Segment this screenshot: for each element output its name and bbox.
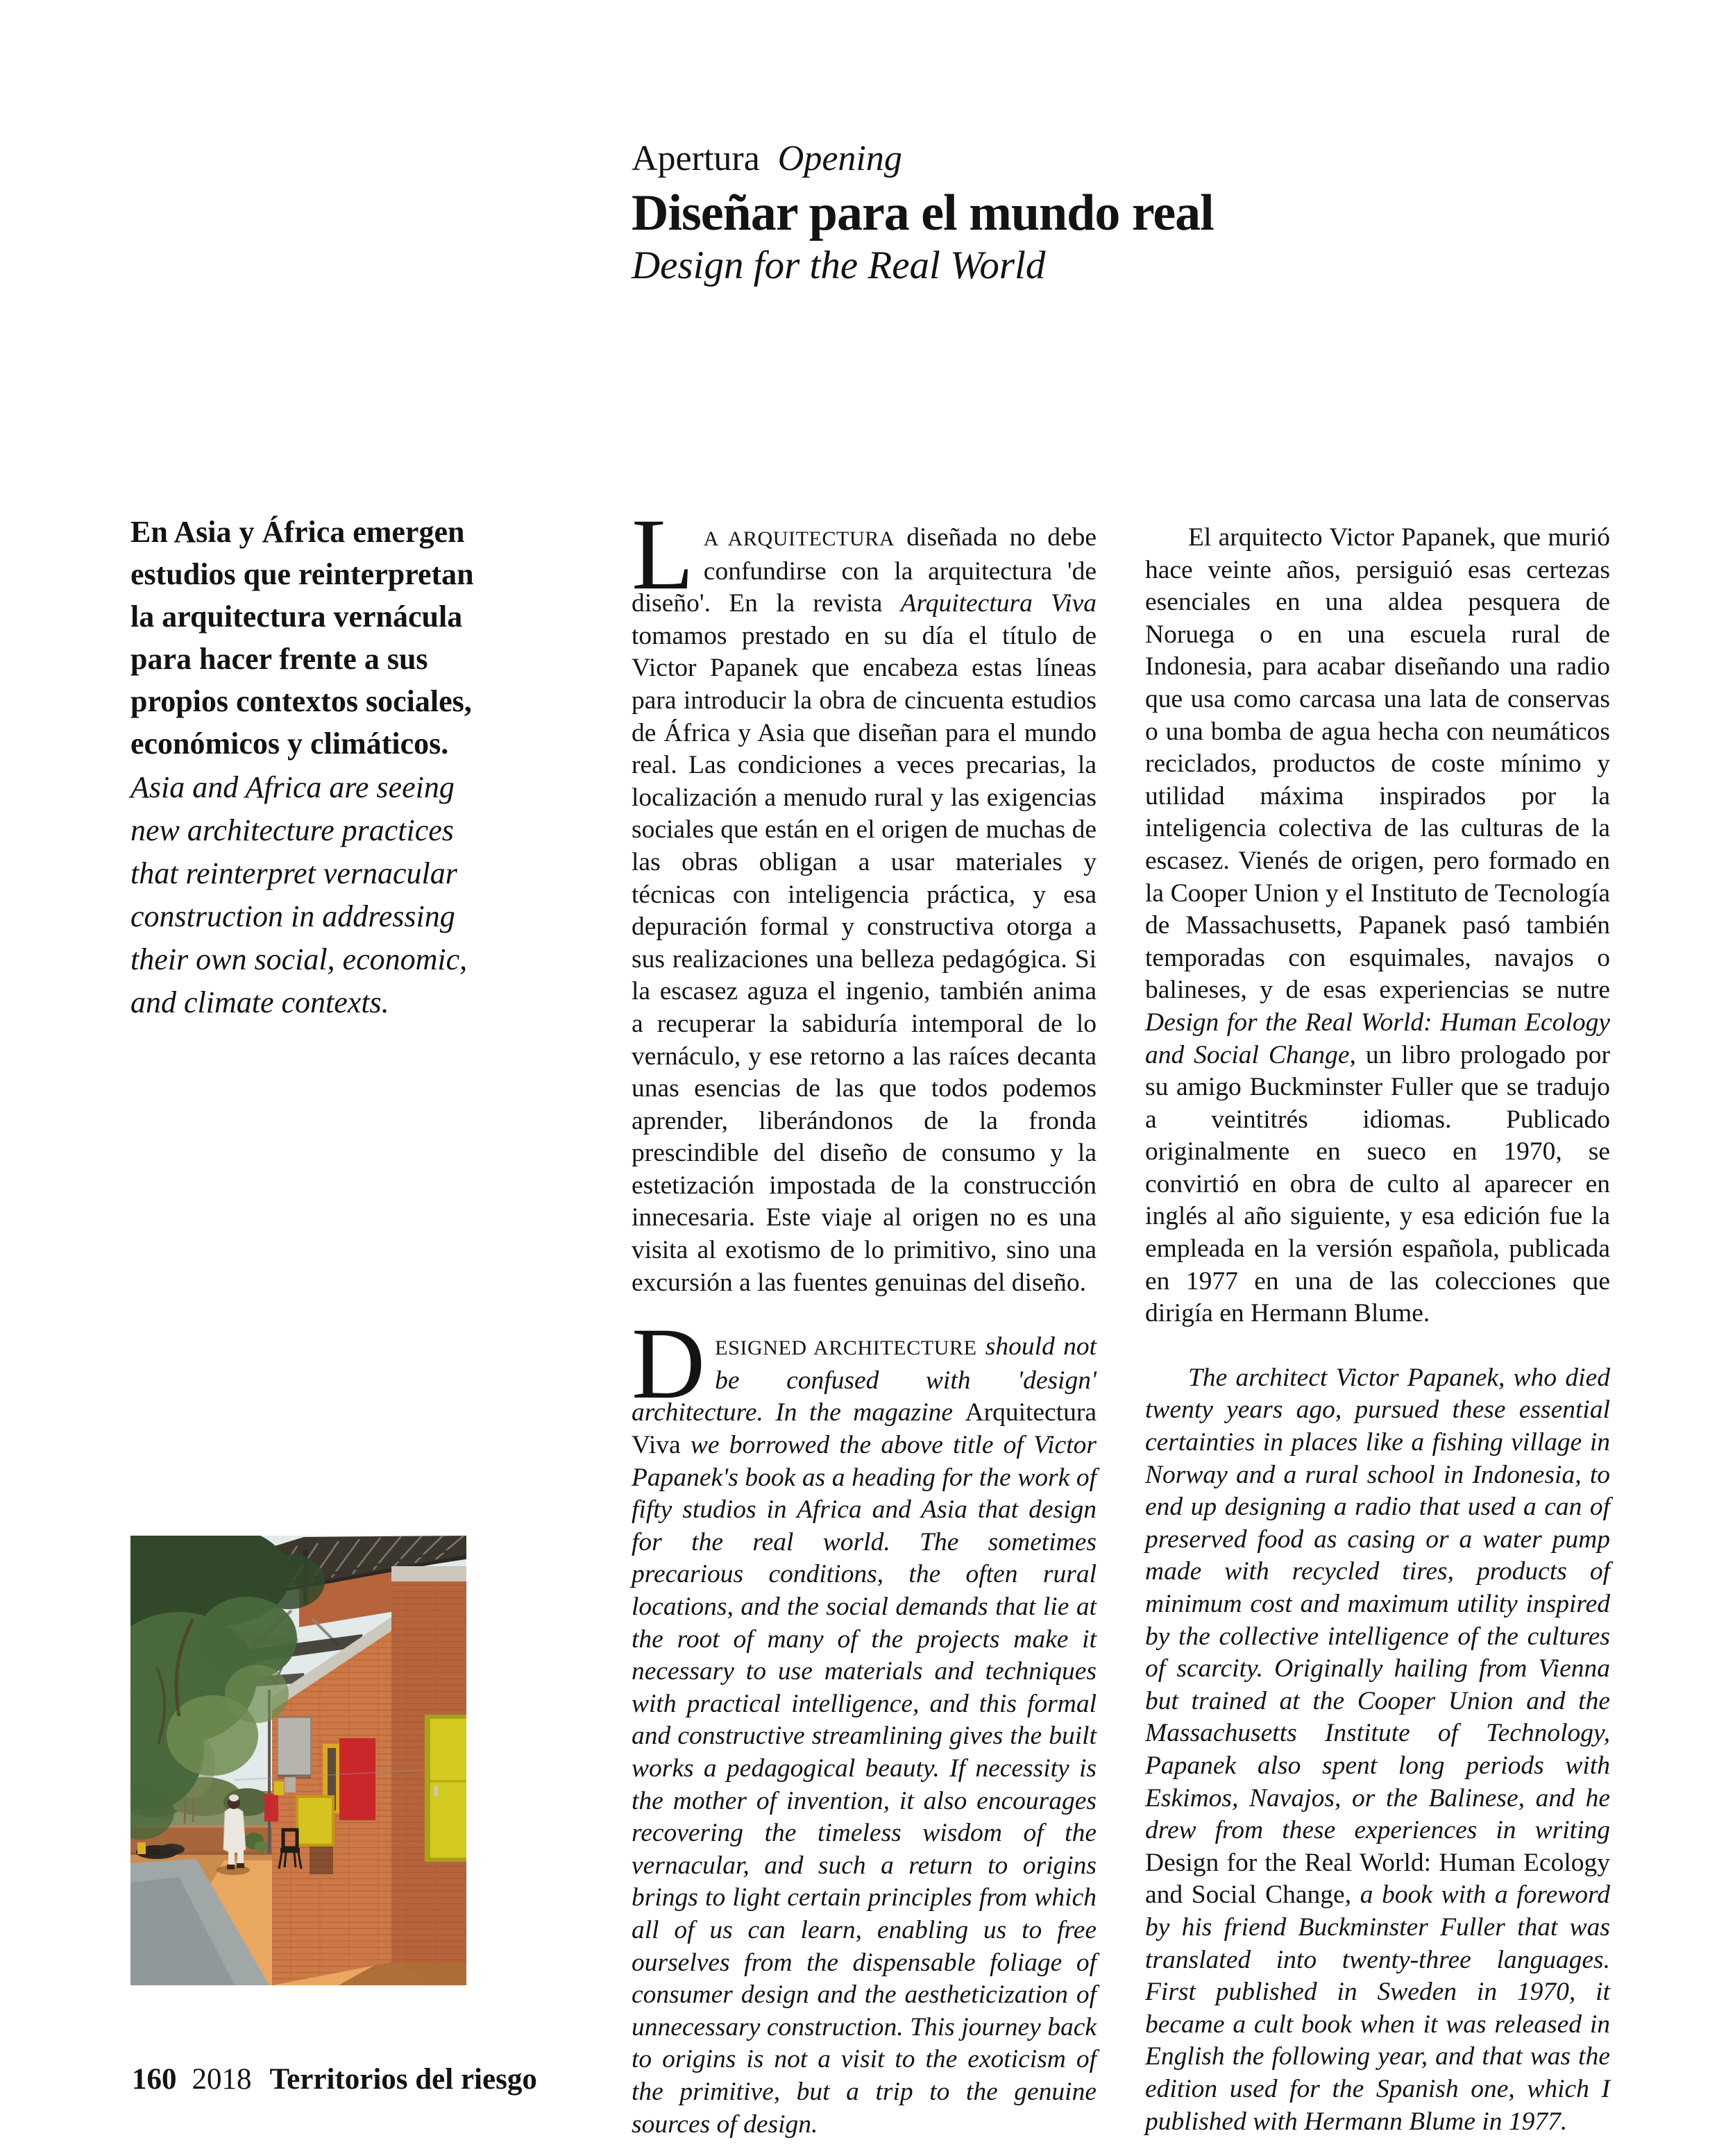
column-2	[1145, 522, 1610, 2138]
column-1	[632, 498, 1097, 2141]
article-title-es: Diseñar para el mundo real	[632, 185, 1214, 241]
paragraph-english-papanek: The architect Victor Papanek, who died twenty years ago, pursued these essential certainties in places like a fishing village in Norway and a rural school in Indonesia, to end up designing a radio that used a can of preserved food as casing or a water pump made with recycled tires, products of minimum cost and maximum utility inspired by the collective intelligence of the cultures of scarcity. Originally hailing from Vienna but trained at the Cooper Union and the Massachusetts Institute of Technology, Papanek also spent long periods with Eskimos, Navajos, or the Balinese, and he drew from these experiences in writing Design for the Real World: Human Ecology and Social Change, a book with a foreword by his friend Buckminster Fuller that was translated into twenty-three languages. First published in Sweden in 1970, it became a cult book when it was released in English the following year, and that was the edition used for the Spanish one, which I published with Hermann Blume in 1977.	[1145, 1363, 1610, 2136]
section-label-es: Apertura	[632, 139, 760, 178]
paragraph-spanish-intro: L A ARQUITECTURA diseñada no debe confundirse con la arquitectura 'de diseño'. En la revista Arquitectura Viva tomamos prestado en su día el título de Victor Papanek que encabeza estas líneas para introducir la obra de cincuenta estudios de África y Asia que diseñan para el mundo real. Las condiciones a veces precarias, la localización a menudo rural y las exigencias sociales que están en el origen de muchas de las obras obligan a usar materiales y técnicas con inteligencia práctica, y esa depuración formal y constructiva otorga a sus realizaciones una belleza pedagógica. Si la escasez aguza el ingenio, también anima a recuperar la sabiduría intemporal de lo vernáculo, y ese retorno a las raíces decanta unas esencias de las que todos podemos aprender, liberándonos de la fronda prescindible del diseño de consumo y la estetización impostada de la construcción innecesaria. Este viaje al origen no es una visita al exotismo de lo primitivo, sino una excursión a las fuentes genuinas del diseño.	[632, 498, 1097, 1297]
paragraph-spanish-papanek: El arquitecto Victor Papanek, que murió hace veinte años, persiguió esas certezas esenciales en una aldea pesquera de Noruega o en una escuela rural de Indonesia, para acabar diseñando una radio que usa como carcasa una lata de conservas o una bomba de agua hecha con neumáticos reciclados, productos de coste mínimo y utilidad máxima inspirados por la inteligencia colectiva de las culturas de la escasez. Vienés de origen, pero formado en la Cooper Union y el Instituto de Tecnología de Massachusetts, Papanek pasó también temporadas con esquimales, navajos o balineses, y de esas experiencias se nutre Design for the Real World: Human Ecology and Social Change, un libro prologado por su amigo Buckminster Fuller que se tradujo a veintitrés idiomas. Publicado originalmente en sueco en 1970, se convirtió en obra de culto al aparecer en inglés al año siguiente, y esa edición fue la empleada en la versión española, publicada en 1977 en una de las colecciones que dirigía en Hermann Blume.	[1145, 523, 1610, 1328]
standfirst	[130, 511, 493, 1024]
page-number: 160	[132, 2063, 177, 2096]
photo-architecture	[130, 1536, 466, 1985]
section-label-en: Opening	[777, 139, 902, 178]
section-kicker	[632, 139, 1214, 179]
standfirst-spanish: En Asia y África emergen estudios que reinterpretan la arquitectura vernácula para hacer frente a sus propios contextos sociales, económicos y climáticos.	[130, 515, 474, 761]
door-handle	[434, 1785, 438, 1797]
white-cap	[229, 1794, 239, 1801]
article-title-en: Design for the Real World	[632, 244, 1046, 287]
yellow-shutter	[297, 1797, 333, 1845]
gray-shutter	[278, 1717, 311, 1776]
issue-year: 2018	[192, 2063, 252, 2096]
jerrycan	[137, 1842, 146, 1854]
standfirst-english: Asia and Africa are seeing new architecture practices that reinterpret vernacular construction in addressing their own social, economic, and climate contexts.	[130, 770, 468, 1019]
tower-volume	[391, 1566, 466, 1963]
page-footer	[132, 2062, 537, 2097]
issue-title: Territorios del riesgo	[269, 2063, 537, 2096]
paragraph-english-intro: DESIGNED ARCHITECTURE should not be confused with 'design' architecture. In the magazine Arquitectura Viva we borrowed the above title of Victor Papanek's book as a heading for the work of fifty studios in Africa and Asia that design for the real world. The sometimes precarious conditions, the often rural locations, and the social demands that lie at the root of many of the projects make it necessary to use materials and techniques with practical intelligence, and this formal and constructive streamlining gives the built works a pedagogical beauty. If necessity is the mother of invention, it also encourages recovering the timeless wisdom of the vernacular, and such a return to origins brings to light certain principles from which all of us can learn, enabling us to free ourselves from the dispensable foliage of consumer design and the aestheticization of unnecessary construction. This journey back to origins is not a visit to the exoticism of the primitive, but a trip to the genuine sources of design.	[632, 1307, 1097, 2139]
article-header	[632, 139, 1214, 287]
red-shutter	[339, 1738, 375, 1820]
photo-illustration	[130, 1536, 466, 1985]
